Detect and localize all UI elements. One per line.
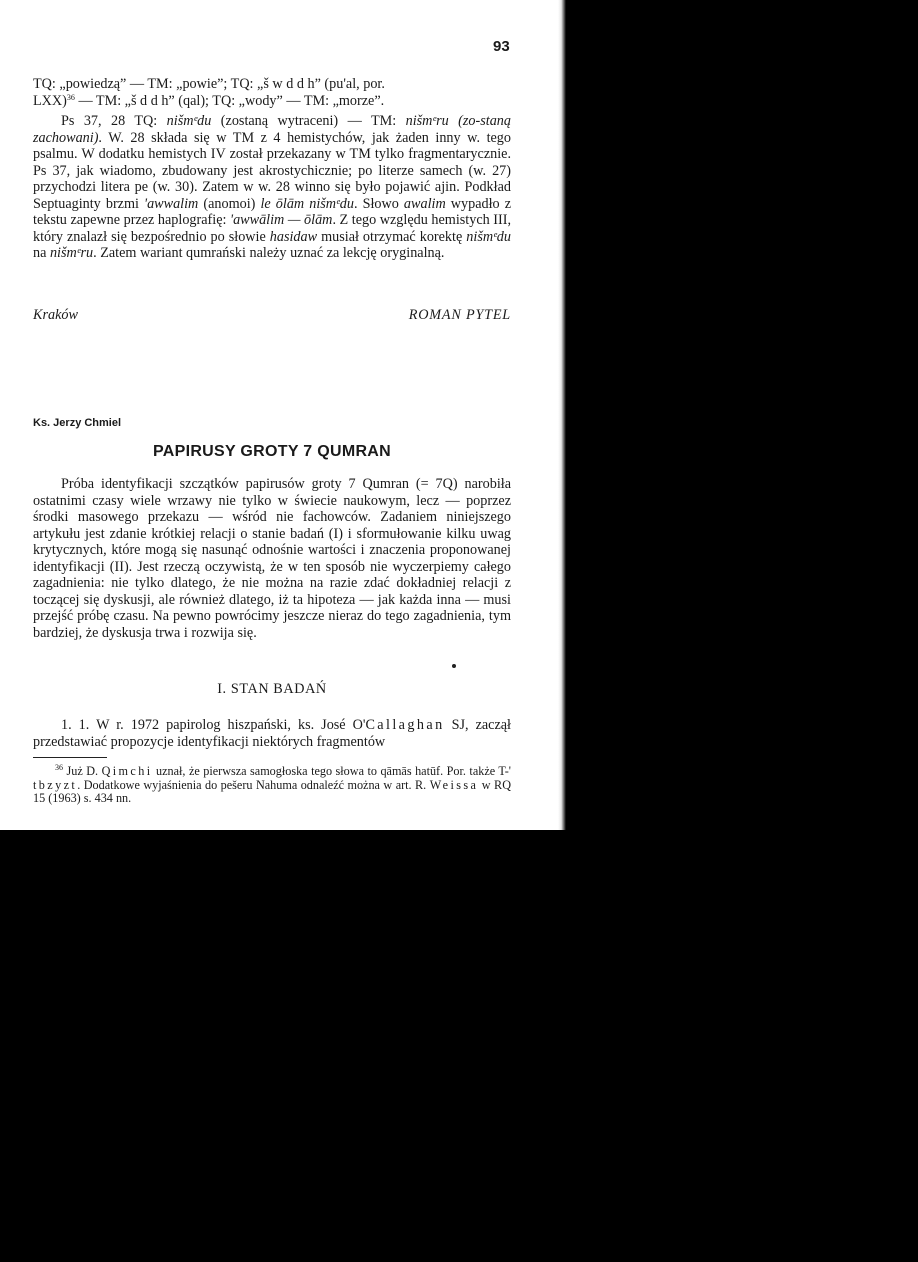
ps-text-3: (zostaną wytraceni) — TM: [211, 113, 406, 129]
section-paragraph [33, 717, 511, 750]
ps-term-hasidaw: hasidaw [269, 228, 318, 245]
signature-author: ROMAN PYTEL [408, 307, 511, 323]
page-edge-shadow [558, 0, 566, 830]
section-name-callaghan: Callaghan [365, 717, 445, 733]
ps-text-21: . Zatem wariant qumrański należy uznać za lekcję oryginalną. [93, 245, 445, 261]
ps-text-6: staną zachowani) [33, 113, 511, 146]
section-text-a: 1. 1. W r. 1972 papirolog hiszpański, ks. José O' [61, 717, 366, 733]
footnote [33, 765, 511, 806]
ps-text-9: (anomoi) [198, 195, 261, 212]
footnote-name-weissa: Weissa [429, 777, 479, 792]
lxx-rest: — TM: „š d d h” (qal); TQ: „wody” — TM: „morze”. [74, 92, 385, 109]
footnote-rule [33, 757, 107, 758]
ps-term-awwalim-olam: 'awwālim — ōlām [230, 212, 333, 228]
ps-text-17: musiał otrzymać korektę [317, 228, 467, 245]
signature-row [33, 307, 511, 324]
lxx-label: LXX) [33, 92, 67, 109]
footnote-ref-36[interactable]: 36 [66, 92, 75, 102]
ps-term-le-olam: le ōlām nišmᵉdu [260, 195, 354, 212]
top-paragraph-line-2 [33, 93, 511, 110]
section-text-c: SJ, zaczął przedstawiać propozycje identyfikacji niektórych fragmentów [33, 717, 511, 750]
footnote-name-qimchi: Qimchi [101, 764, 153, 778]
ps-text-1: Ps 37, 28 TQ: [61, 113, 167, 129]
top-paragraph [33, 76, 511, 109]
ps-text-13: wypadło z tekstu zapewne przez haplografię: [33, 195, 512, 228]
footnote-text-g: w RQ 15 (1963) s. 434 nn. [33, 777, 511, 806]
article-author: Ks. Jerzy Chmiel [33, 417, 122, 429]
ps-paragraph [33, 113, 511, 262]
ps-text-5: (zo- [448, 113, 481, 129]
ps-term-awalim: awalim [403, 195, 446, 212]
article-intro-text: Próba identyfikacji szczątków papirusów groty 7 Qumran (= 7Q) narobiła ostatnimi czasy wiele wrzawy nie tylko w świecie naukowym, lecz — poprzez środki masowego przekazu — wśród nie fachowców. Zadaniem niniejszego artykułu jest zdanie krótkiej relacji o stanie badań (I) i sformułowanie kilku uwag krytycznych, które mogą się nasunąć odnośnie wartości i znaczenia proponowanej identyfikacji (II). Jest rzeczą oczywistą, że w ten sposób nie wyczerpiemy całego zagadnienia: nie tylko dlatego, że nie można na razie zdać dokładniej relacji z toczącej się dyskusji, ale również dlatego, iż ta hipoteza — jak każda inna — musi przejść próbę czasu. Na pewno powrócimy jeszcze nieraz do tego zagadnienia, tym bardziej, że dyskusja trwa i rozwija się. [33, 476, 511, 641]
ps-term-nismedu: nišmᵉdu [166, 113, 212, 129]
footnote-term-tbzyzt: tbzyzt [33, 777, 78, 792]
section-paragraph-text [33, 717, 511, 750]
section-heading: I. STAN BADAŃ [217, 681, 327, 697]
stray-dot [452, 664, 456, 668]
footnote-text-a: Już D. [63, 764, 102, 778]
article-intro [33, 476, 511, 641]
top-paragraph-line-1: TQ: „powiedzą” — TM: „powie”; TQ: „š w d d h” (pu'al, por. [33, 76, 385, 92]
footnote-text [33, 765, 511, 806]
ps-term-nismeru: nišmᵉru [405, 113, 449, 129]
footnote-number: 36 [55, 763, 63, 772]
article-title: PAPIRUSY GROTY 7 QUMRAN [152, 443, 392, 460]
ps-text-7: . W. 28 składa się w TM z 4 hemistychów, jak żaden inny w. tego psalmu. W dodatku hemistych IV został przekazany w TM tylko fragmentarycznie. Ps 37, jak wiadomo, zbudowany jest akrostychicznie; po literze samech (w. 27) przychodzi litera pe (w. 30). Zatem w w. 28 winno się było pojawić ajin. Podkład Septuaginty brzmi [33, 129, 511, 212]
page-number: 93 [493, 38, 510, 55]
ps-term-awwalim: 'awwalim [144, 195, 199, 212]
signature-place: Kraków [33, 307, 78, 323]
ps-term-nismedu-2: nišmᵉdu [466, 228, 511, 245]
ps-paragraph-text [33, 113, 511, 262]
ps-text-15: . Z tego względu hemistych III, który znalazł się bezpośrednio po słowie [33, 212, 511, 245]
ps-term-nismeru-2: nišmᵉru [49, 245, 94, 261]
footnote-text-c: uznał, że pierwsza samogłoska tego słowa to qāmās hatūf. Por. także T-' [152, 764, 511, 778]
footnote-text-e: . Dodatkowe wyjaśnienia do pešeru Nahuma odnaleźć można w art. R. [77, 777, 430, 792]
ps-text-11: . Słowo [353, 195, 404, 212]
ps-text-19: na [33, 245, 50, 261]
